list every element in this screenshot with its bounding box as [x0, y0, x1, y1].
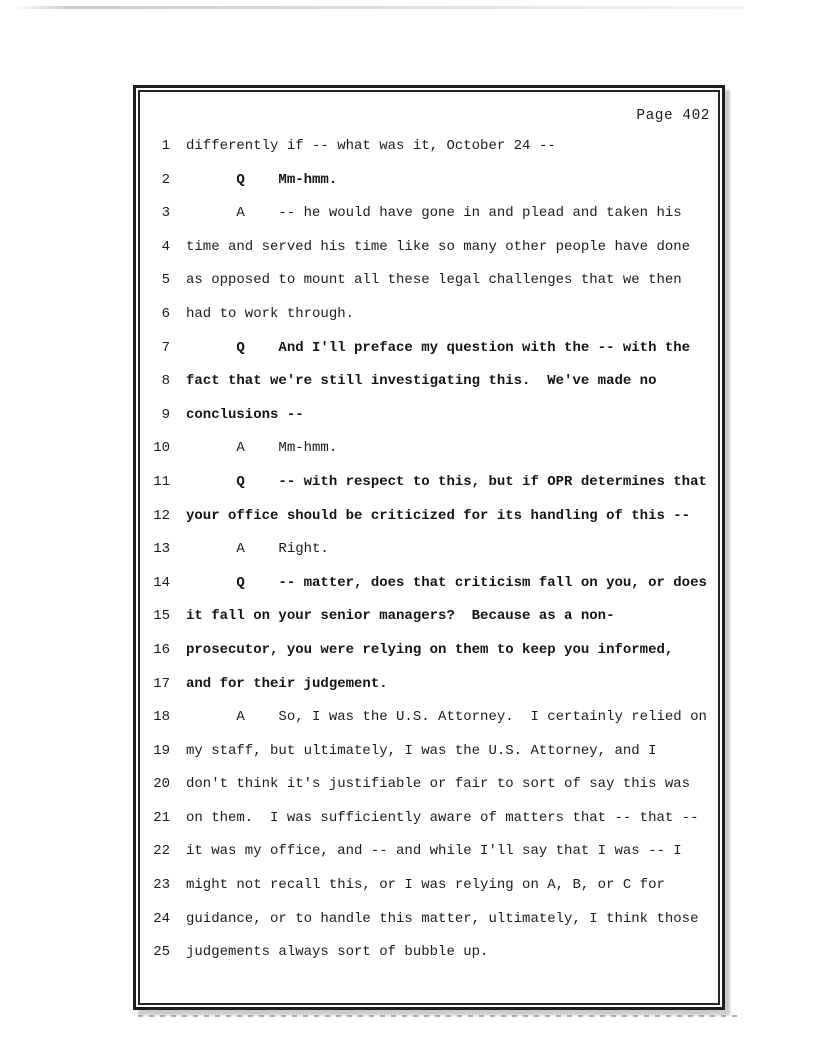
line-text: your office should be criticized for its handling of this --	[186, 507, 691, 524]
line-number: 20	[153, 776, 170, 793]
line-text: prosecutor, you were relying on them to keep you informed,	[186, 641, 674, 658]
line-text: on them. I was sufficiently aware of matters that -- that --	[186, 809, 699, 826]
line-text: as opposed to mount all these legal challenges that we then	[186, 272, 682, 289]
line-text: Q Mm-hmm.	[186, 171, 338, 188]
line-number: 22	[153, 843, 170, 860]
line-text: Q -- with respect to this, but if OPR determines that	[186, 473, 707, 490]
transcript-line-row	[140, 841, 718, 875]
transcript-line-row	[140, 909, 718, 943]
transcript-line-row	[140, 707, 718, 741]
line-text: Q -- matter, does that criticism fall on you, or does	[186, 574, 707, 591]
line-text: guidance, or to handle this matter, ultimately, I think those	[186, 910, 699, 927]
line-number: 25	[153, 944, 170, 961]
line-number: 6	[161, 305, 170, 322]
transcript-line-row	[140, 237, 718, 271]
line-text: time and served his time like so many other people have done	[186, 238, 691, 255]
transcript-line-row	[140, 472, 718, 506]
line-number: 12	[153, 507, 170, 524]
transcript-line-row	[140, 270, 718, 304]
transcript-lines	[140, 136, 718, 976]
transcript-page	[138, 90, 720, 1005]
transcript-line-row	[140, 573, 718, 607]
transcript-border-frame	[133, 85, 725, 1010]
line-number: 5	[161, 272, 170, 289]
transcript-line-row	[140, 371, 718, 405]
transcript-line-row	[140, 774, 718, 808]
transcript-line-row	[140, 875, 718, 909]
transcript-line-row	[140, 808, 718, 842]
transcript-line-row	[140, 438, 718, 472]
line-number: 23	[153, 877, 170, 894]
line-text: conclusions --	[186, 406, 304, 423]
line-number: 7	[161, 339, 170, 356]
transcript-line-row	[140, 506, 718, 540]
line-number: 2	[161, 171, 170, 188]
transcript-line-row	[140, 942, 718, 976]
line-number: 3	[161, 205, 170, 222]
line-number: 10	[153, 440, 170, 457]
line-text: A So, I was the U.S. Attorney. I certainly relied on	[186, 709, 707, 726]
line-text: it fall on your senior managers? Because as a non-	[186, 608, 615, 625]
transcript-line-row	[140, 136, 718, 170]
line-text: A Mm-hmm.	[186, 440, 338, 457]
line-number: 17	[153, 675, 170, 692]
transcript-line-row	[140, 674, 718, 708]
line-text: and for their judgement.	[186, 675, 388, 692]
line-number: 4	[161, 238, 170, 255]
transcript-line-row	[140, 338, 718, 372]
scan-artifact-top	[12, 6, 744, 9]
line-number: 16	[153, 641, 170, 658]
line-number: 11	[153, 473, 170, 490]
line-text: might not recall this, or I was relying on A, B, or C for	[186, 877, 665, 894]
line-number: 1	[161, 138, 170, 154]
line-text: had to work through.	[186, 305, 355, 322]
line-text: A -- he would have gone in and plead and taken his	[186, 205, 682, 222]
transcript-line-row	[140, 304, 718, 338]
line-text: it was my office, and -- and while I'll say that I was -- I	[186, 843, 682, 860]
page-number: Page 402	[636, 108, 710, 124]
line-number: 14	[153, 574, 170, 591]
line-number: 15	[153, 608, 170, 625]
line-number: 24	[153, 910, 170, 927]
transcript-line-row	[140, 640, 718, 674]
line-text: Q And I'll preface my question with the -- with the	[186, 339, 691, 356]
line-text: don't think it's justifiable or fair to sort of say this was	[186, 776, 691, 793]
line-text: fact that we're still investigating this. We've made no	[186, 373, 657, 390]
line-number: 19	[153, 742, 170, 759]
transcript-line-row	[140, 539, 718, 573]
line-number: 18	[153, 709, 170, 726]
line-text: A Right.	[186, 541, 329, 558]
line-number: 8	[161, 373, 170, 390]
line-text: judgements always sort of bubble up.	[186, 944, 489, 961]
transcript-line-row	[140, 741, 718, 775]
line-number: 21	[153, 809, 170, 826]
scan-artifact-bottom	[138, 1015, 738, 1017]
line-number: 13	[153, 541, 170, 558]
transcript-line-row	[140, 170, 718, 204]
transcript-line-row	[140, 203, 718, 237]
line-text: differently if -- what was it, October 24 --	[186, 138, 556, 154]
line-number: 9	[161, 406, 170, 423]
line-text: my staff, but ultimately, I was the U.S. Attorney, and I	[186, 742, 657, 759]
transcript-line-row	[140, 405, 718, 439]
transcript-line-row	[140, 606, 718, 640]
